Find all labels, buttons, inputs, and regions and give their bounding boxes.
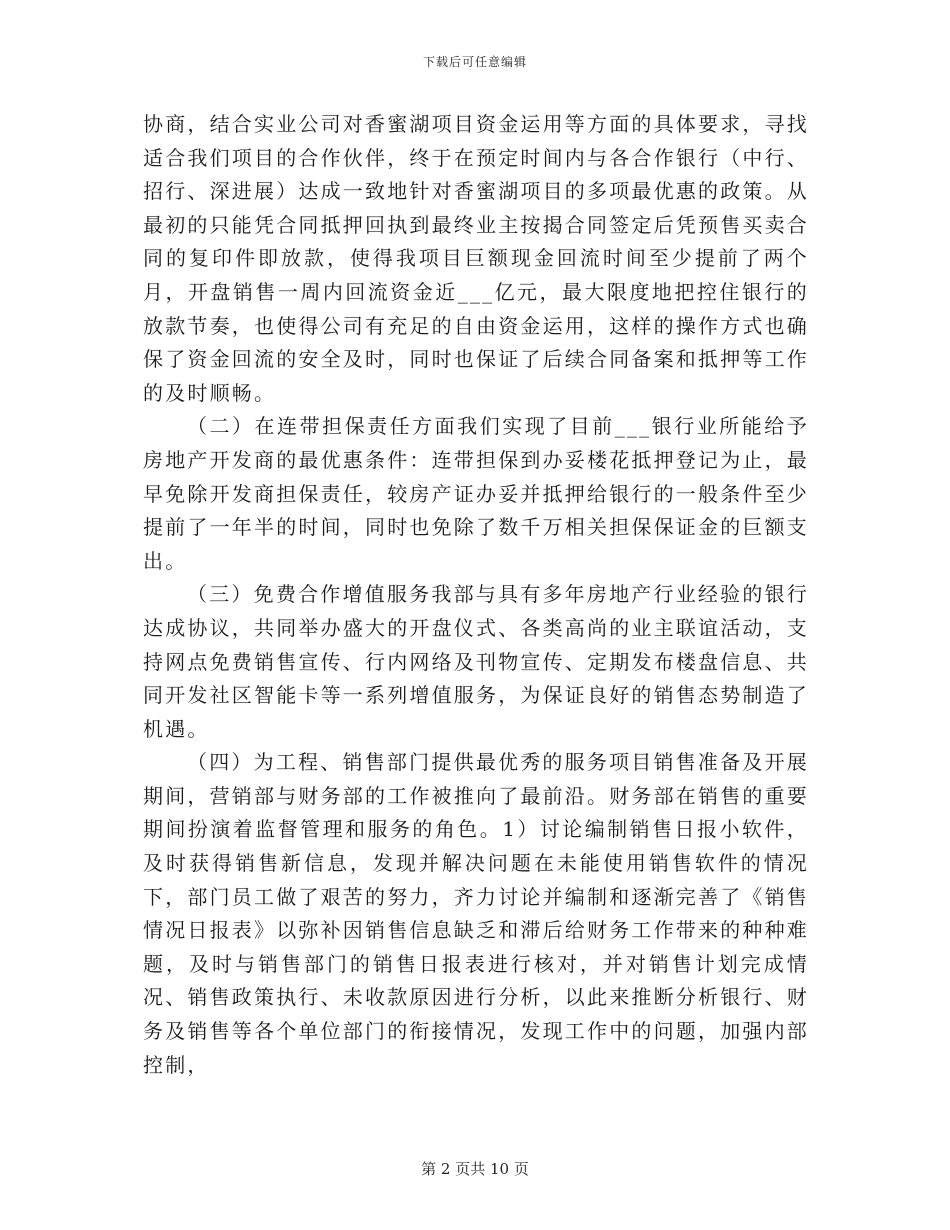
paragraph-3: （三）免费合作增值服务我部与具有多年房地产行业经验的银行达成协议，共同举办盛大的开盘仪式、各类高尚的业主联谊活动，支持网点免费销售宣传、行内网络及刊物宣传、定期发布楼盘信息、共同开发社区智能卡等一系列增值服务，为保证良好的销售态势制造了机遇。 [143,582,809,741]
page-header: 下载后可任意编辑 [422,55,527,69]
paragraph-2: （二）在连带担保责任方面我们实现了目前___银行业所能给予房地产开发商的最优惠条件：连带担保到办妥楼花抵押登记为止，最早免除开发商担保责任，较房产证办妥并抵押给银行的一般条件至少提前了一年半的时间，同时也免除了数千万相关担保保证金的巨额支出。 [143,414,809,573]
paragraph-1: 协商，结合实业公司对香蜜湖项目资金运用等方面的具体要求，寻找适合我们项目的合作伙伴，终于在预定时间内与各合作银行（中行、招行、深进展）达成一致地针对香蜜湖项目的多项最优惠的政策。从最初的只能凭合同抵押回执到最终业主按揭合同签定后凭预售买卖合同的复印件即放款，使得我项目巨额现金回流时间至少提前了两个月，开盘销售一周内回流资金近___亿元，最大限度地把控住银行的放款节奏，也使得公司有充足的自由资金运用，这样的操作方式也确保了资金回流的安全及时，同时也保证了后续合同备案和抵押等工作的及时顺畅。 [143,112,809,405]
page-footer: 第 2 页共 10 页 [421,1160,529,1178]
document-body [143,108,809,1082]
paragraph-4: （四）为工程、销售部门提供最优秀的服务项目销售准备及开展期间，营销部与财务部的工作被推向了最前沿。财务部在销售的重要期间扮演着监督管理和服务的角色。1）讨论编制销售日报小软件，及时获得销售新信息，发现并解决问题在未能使用销售软件的情况下，部门员工做了艰苦的努力，齐力讨论并编制和逐渐完善了《销售情况日报表》以弥补因销售信息缺乏和滞后给财务工作带来的种种难题，及时与销售部门的销售日报表进行核对，并对销售计划完成情况、销售政策执行、未收款原因进行分析，以此来推断分析银行、财务及销售等各个单位部门的衔接情况，发现工作中的问题，加强内部控制， [143,750,809,1077]
